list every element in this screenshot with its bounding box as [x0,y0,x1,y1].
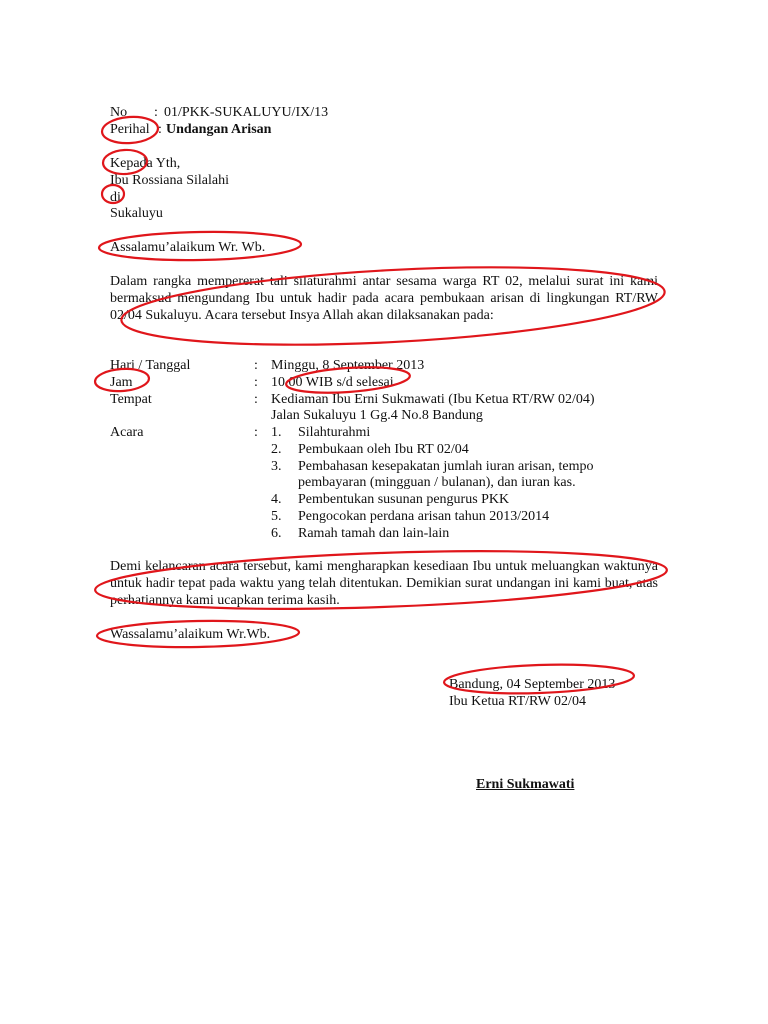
acara-item: Ramah tamah dan lain-lain [298,526,450,541]
sign-title: Ibu Ketua RT/RW 02/04 [449,694,586,709]
perihal-separator: : [158,122,162,137]
intro-paragraph: Dalam rangka mempererat tali silaturahmi antar sesama warga RT 02, melalui surat ini kami bermaksud mengundang Ibu untuk hadir pada acara pembukaan arisan di lingkungan RT/RW 02/04 Sukaluyu. Acara tersebut Insya Allah akan dilaksanakan pada: [110,274,658,323]
closing-greeting: Wassalamu’alaikum Wr.Wb. [110,627,271,642]
jam-separator: : [254,375,258,390]
jam-label: Jam [110,375,133,390]
acara-item-number: 3. [271,459,282,474]
opening-greeting: Assalamu’alaikum Wr. Wb. [110,240,266,255]
acara-item-number: 6. [271,526,282,541]
acara-item-continuation: pembayaran (mingguan / bulanan), dan iuran kas. [298,475,576,490]
subject: Undangan Arisan [166,122,272,137]
acara-item: Pembukaan oleh Ibu RT 02/04 [298,442,469,457]
recipient-place: Sukaluyu [110,206,163,221]
acara-item-number: 2. [271,442,282,457]
recipient-di: di [110,190,121,205]
no-label: No [110,105,128,120]
tempat-label: Tempat [110,392,152,407]
acara-item-number: 4. [271,492,282,507]
acara-item: Pembahasan kesepakatan jumlah iuran arisan, tempo [298,459,594,474]
hari-tanggal-value: Minggu, 8 September 2013 [271,358,425,373]
hari-tanggal-label: Hari / Tanggal [110,358,191,373]
tempat-value-line2: Jalan Sukaluyu 1 Gg.4 No.8 Bandung [271,408,483,423]
no-separator: : [154,105,158,120]
perihal-label: Perihal [110,122,150,137]
tempat-value-line1: Kediaman Ibu Erni Sukmawati (Ibu Ketua RT/RW 02/04) [271,392,595,407]
acara-item: Silahturahmi [298,425,371,440]
kepada-yth: Kepada Yth, [110,156,181,171]
letter-number: 01/PKK-SUKALUYU/IX/13 [164,105,329,120]
recipient-name: Ibu Rossiana Silalahi [110,173,229,188]
acara-item: Pengocokan perdana arisan tahun 2013/2014 [298,509,550,524]
acara-separator: : [254,425,258,440]
tempat-separator: : [254,392,258,407]
signatory-name: Erni Sukmawati [476,777,575,792]
acara-label: Acara [110,425,144,440]
hari-separator: : [254,358,258,373]
sign-place-date: Bandung, 04 September 2013 [449,677,616,692]
acara-item-number: 5. [271,509,282,524]
closing-paragraph: Demi kelancaran acara tersebut, kami mengharapkan kesediaan Ibu untuk meluangkan waktunya untuk hadir tepat pada waktu yang telah ditentukan. Demikian surat undangan ini kami buat, atas perhatiannya kami ucapkan terima kasih. [110,559,658,608]
acara-item: Pembentukan susunan pengurus PKK [298,492,510,507]
jam-value: 10.00 WIB s/d selesai [271,375,394,390]
acara-item-number: 1. [271,425,282,440]
